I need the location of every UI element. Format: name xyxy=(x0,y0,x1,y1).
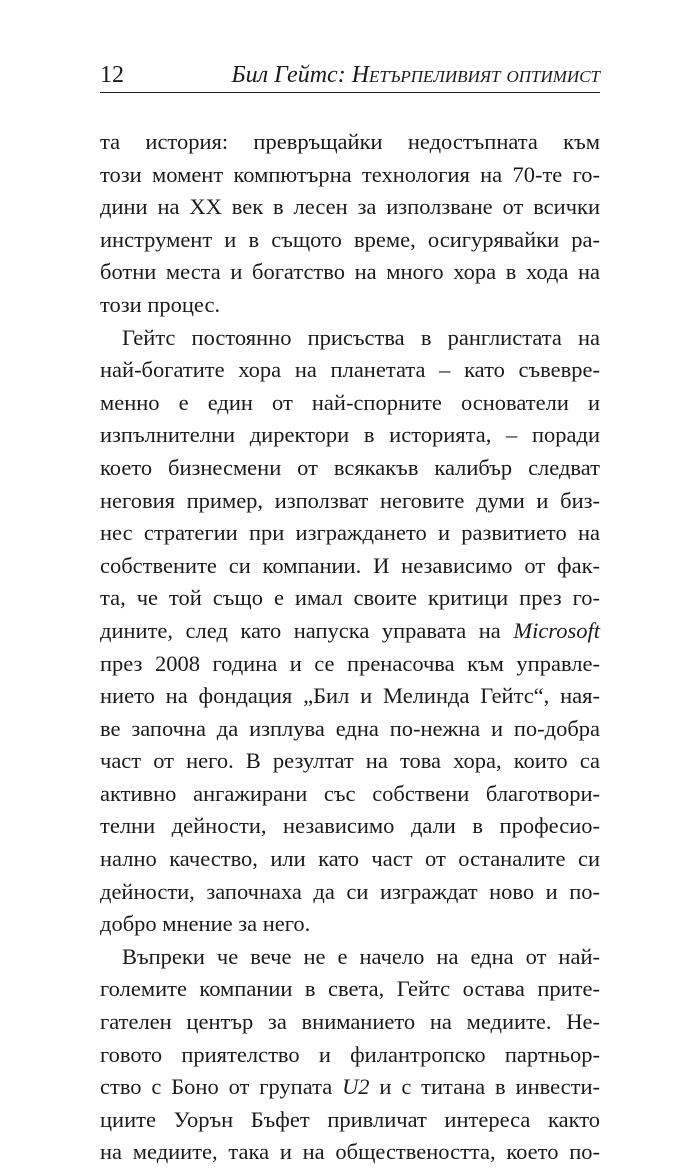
text-line: изпълнителни директори в историята, – поради xyxy=(100,422,600,448)
text-line: телни дейности, независимо дали в професио- xyxy=(100,813,600,839)
text-line: нално качество, или като част от останалите си xyxy=(100,846,600,872)
text-line: менно е един от най-спорните основатели и xyxy=(100,389,600,415)
text-line: активно ангажирани със собствени благотвори- xyxy=(100,780,600,806)
running-title-prefix: Бил Гейтс: xyxy=(231,62,352,88)
text-line: част от него. В резултат на това хора, които са xyxy=(100,748,600,774)
text-line: ве започна да изплува една по-нежна и по-добра xyxy=(100,715,600,741)
text-line xyxy=(100,615,600,648)
text-line: на медиите, така и на обществеността, което по- xyxy=(100,1139,600,1165)
text-line: та история: превръщайки недостъпната към xyxy=(100,129,600,154)
text-line: най-богатите хора на планетата – като съвевре- xyxy=(100,357,600,383)
running-header xyxy=(100,58,600,93)
text-line: та, че той също е имал своите критици през го- xyxy=(100,585,600,611)
text-line: Въпреки че вече не е начело на една от най- xyxy=(122,943,600,969)
text-line: нието на фондация „Бил и Мелинда Гейтс“, ная- xyxy=(100,683,600,709)
text-line xyxy=(100,1071,600,1104)
text-run: дините, след като напуска управата на xyxy=(100,617,514,643)
text-line: дини на XX век в лесен за използване от всички xyxy=(100,194,600,220)
text-line: Гейтс постоянно присъства в ранглистата на xyxy=(122,324,600,350)
text-run: ство с Боно от групата xyxy=(100,1074,343,1100)
text-run: и с титана в инвести- xyxy=(369,1074,600,1100)
body-text xyxy=(100,126,600,1169)
text-line: говото приятелство и филантропско партньор- xyxy=(100,1041,600,1067)
text-line: собствените си компании. И независимо от фак- xyxy=(100,552,600,578)
text-line: гателен център за вниманието на медиите. Не- xyxy=(100,1009,600,1035)
italic-term-microsoft: Microsoft xyxy=(513,617,600,643)
text-line: циите Уорън Бъфет привличат интереса както xyxy=(100,1106,600,1132)
text-line: големите компании в света, Гейтс остава прите- xyxy=(100,976,600,1002)
text-line: нес стратегии при изграждането и развитието на xyxy=(100,520,600,546)
text-line: през 2008 година и се пренасочва към управле- xyxy=(100,650,600,676)
running-title-small-caps: Нетърпеливият оптимист xyxy=(351,62,600,88)
text-line: неговия пример, използват неговите думи и биз- xyxy=(100,487,600,513)
italic-term-u2: U2 xyxy=(342,1074,370,1100)
text-line: инструмент и в същото време, осигурявайки ра- xyxy=(100,226,600,252)
text-line: добро мнение за него. xyxy=(100,911,311,937)
page-number: 12 xyxy=(100,62,124,88)
text-line: дейности, започнаха да си изграждат ново и по- xyxy=(100,878,600,904)
text-line: този процес. xyxy=(100,291,221,317)
text-line: този момент компютърна технология на 70-те го- xyxy=(100,161,600,187)
text-line: което бизнесмени от всякакъв калибър следват xyxy=(100,454,600,480)
text-line: ботни места и богатство на много хора в хода на xyxy=(100,259,600,285)
running-title xyxy=(232,60,601,90)
